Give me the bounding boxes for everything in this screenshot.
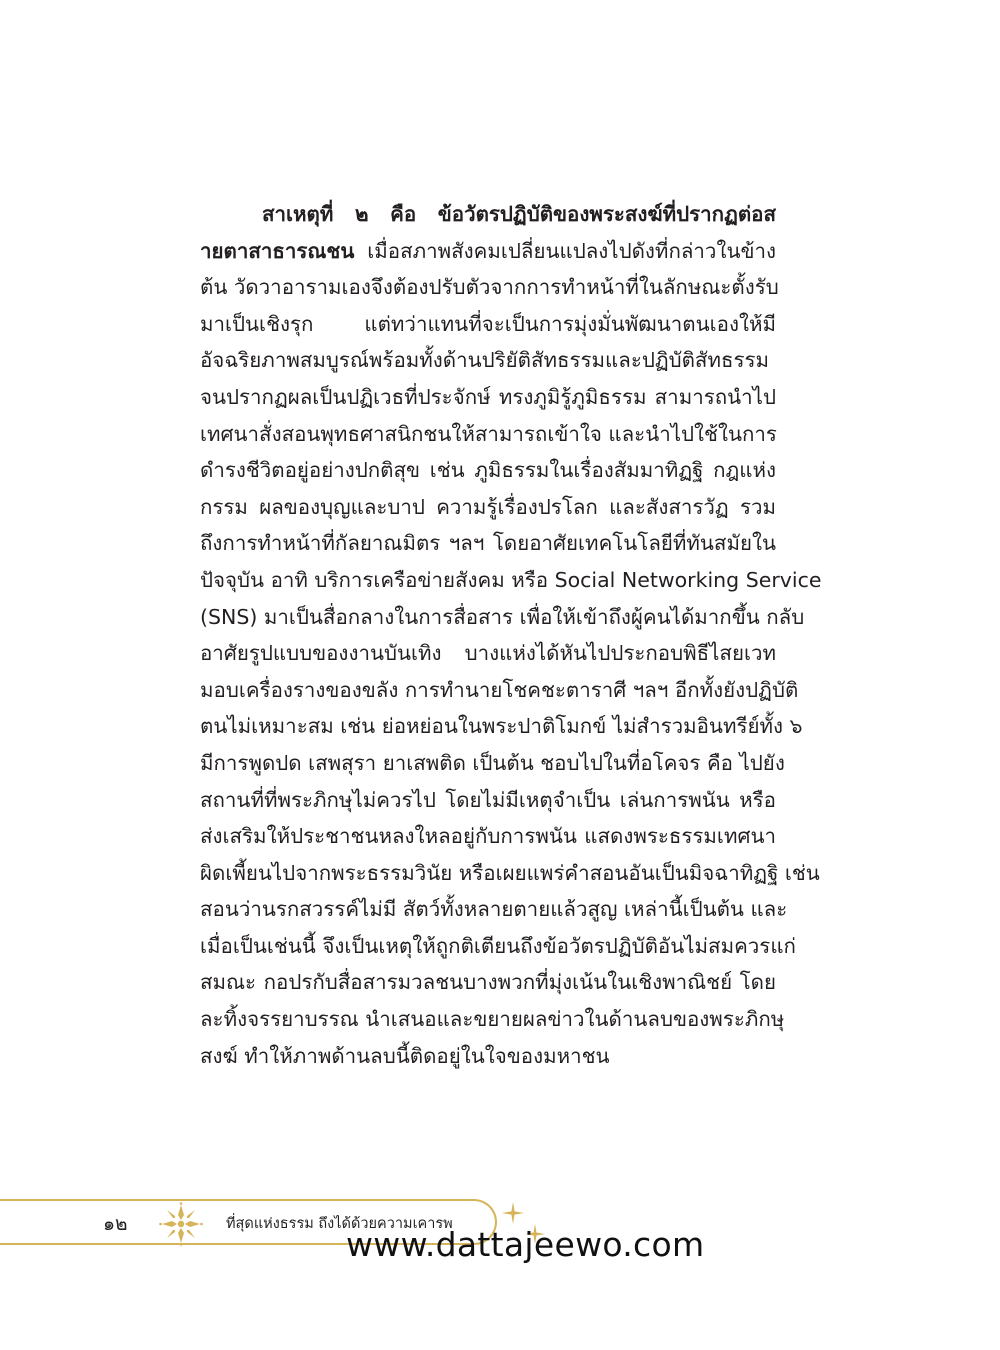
sparkle-icon — [502, 1202, 524, 1224]
text-line: ละทิ้งจรรยาบรรณ นำเสนอและขยายผลข่าวในด้านลบของพระภิกษุ — [200, 1007, 785, 1032]
text-line: อาศัยรูปแบบของงานบันเทิง บางแห่งได้หันไปประกอบพิธีไสยเวท — [200, 641, 776, 666]
heading-text-1: สาเหตุที่ ๒ คือ ข้อวัตรปฏิบัติของพระสงฆ์ที่ปรากฏต่อส — [262, 202, 776, 226]
body-text — [200, 196, 822, 1074]
text-line: ายตาสาธารณชน เมื่อสภาพสังคมเปลี่ยนแปลงไปดังที่กล่าวในข้าง — [200, 238, 776, 263]
page-number: ๑๒ — [103, 1213, 128, 1235]
heading-text-2: ายตาสาธารณชน — [200, 238, 355, 263]
text-line: ดำรงชีวิตอยู่อย่างปกติสุข เช่น ภูมิธรรมในเรื่องสัมมาทิฏฐิ กฎแห่ง — [200, 458, 776, 483]
text-line: (SNS) มาเป็นสื่อกลางในการสื่อสาร เพื่อให้เข้าถึงผู้คนได้มากขึ้น กลับ — [200, 604, 805, 629]
text-line: ต้น วัดวาอารามเองจึงต้องปรับตัวจากการทำหน้าที่ในลักษณะตั้งรับ — [200, 275, 779, 300]
text-line: มอบเครื่องรางของขลัง การทำนายโชคชะตาราศี ฯลฯ อีกทั้งยังปฏิบัติ — [200, 677, 799, 702]
text-line: ตนไม่เหมาะสม เช่น ย่อหย่อนในพระปาติโมกข์ ไม่สำรวมอินทรีย์ทั้ง ๖ — [200, 714, 803, 739]
text-line: ปัจจุบัน อาทิ บริการเครือข่ายสังคม หรือ Social Networking Service — [200, 567, 822, 592]
text-line: อัจฉริยภาพสมบูรณ์พร้อมทั้งด้านปริยัติสัทธรรมและปฏิบัติสัทธรรม — [200, 348, 770, 373]
text-line: สงฆ์ ทำให้ภาพด้านลบนี้ติดอยู่ในใจของมหาชน — [200, 1043, 610, 1068]
text-line: ถึงการทำหน้าที่กัลยาณมิตร ฯลฯ โดยอาศัยเทคโนโลยีที่ทันสมัยใน — [200, 531, 776, 556]
paragraph-heading-line — [200, 196, 776, 233]
text-line: กรรม ผลของบุญและบาป ความรู้เรื่องปรโลก และสังสารวัฏ รวม — [200, 494, 776, 519]
text-line: สถานที่ที่พระภิกษุไม่ควรไป โดยไม่มีเหตุจำเป็น เล่นการพนัน หรือ — [200, 787, 776, 812]
text-line: สอนว่านรกสวรรค์ไม่มี สัตว์ทั้งหลายตายแล้วสูญ เหล่านี้เป็นต้น และ — [200, 897, 788, 922]
text-line: สมณะ กอปรกับสื่อสารมวลชนบางพวกที่มุ่งเน้นในเชิงพาณิชย์ โดย — [200, 970, 776, 995]
text-line: มาเป็นเชิงรุก แต่ทว่าแทนที่จะเป็นการมุ่งมั่นพัฒนาตนเองให้มี — [200, 311, 776, 336]
text-line: ส่งเสริมให้ประชาชนหลงใหลอยู่กับการพนัน แสดงพระธรรมเทศนา — [200, 824, 776, 849]
website-watermark: www.dattajeewo.com — [346, 1225, 705, 1264]
flower-ornament-icon — [158, 1201, 204, 1247]
text-line: มีการพูดปด เสพสุรา ยาเสพติด เป็นต้น ชอบไปในที่อโคจร คือ ไปยัง — [200, 750, 785, 775]
text-line: เทศนาสั่งสอนพุทธศาสนิกชนให้สามารถเข้าใจ และนำไปใช้ในการ — [200, 421, 777, 446]
text-line: เมื่อเป็นเช่นนี้ จึงเป็นเหตุให้ถูกติเตียนถึงข้อวัตรปฏิบัติอันไม่สมควรแก่ — [200, 933, 796, 958]
text-line: จนปรากฏผลเป็นปฏิเวธที่ประจักษ์ ทรงภูมิรู้ภูมิธรรม สามารถนำไป — [200, 384, 776, 409]
book-title: ที่สุดแห่งธรรม ถึงได้ด้วยความเคารพ — [226, 1216, 453, 1232]
text-line: ผิดเพี้ยนไปจากพระธรรมวินัย หรือเผยแพร่คำสอนอันเป็นมิจฉาทิฏฐิ เช่น — [200, 860, 820, 885]
